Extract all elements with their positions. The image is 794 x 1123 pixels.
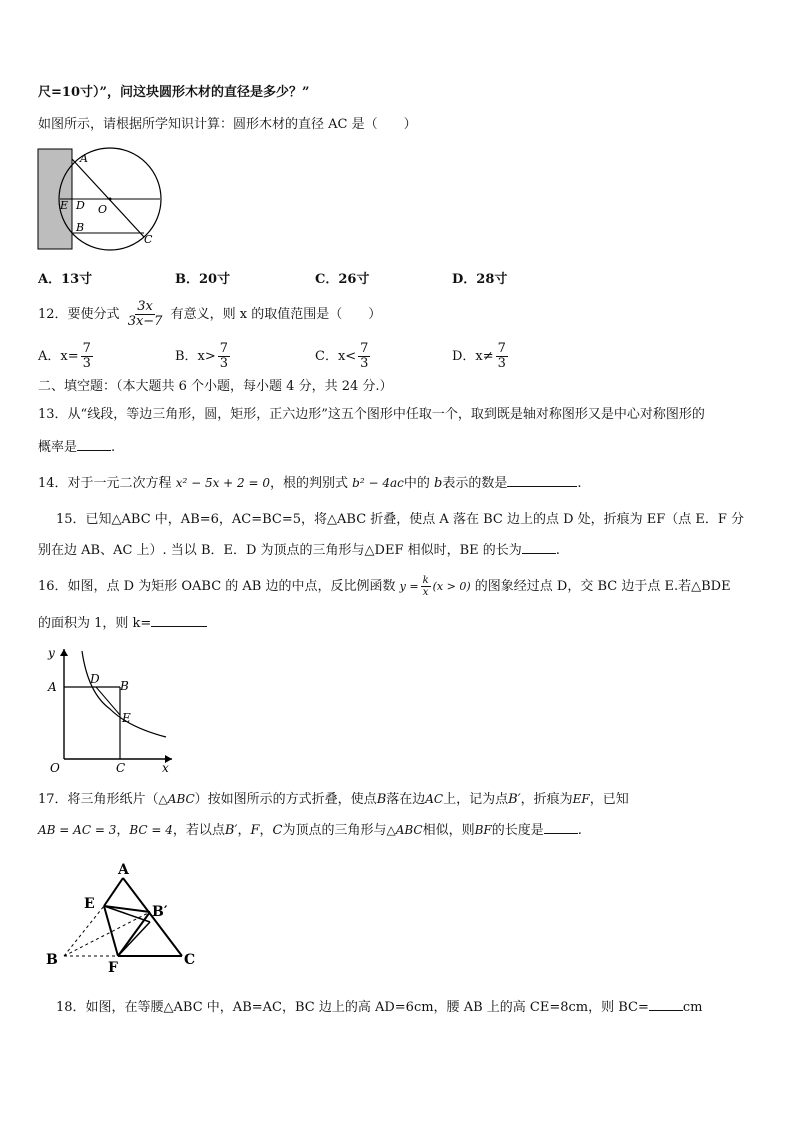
option-b: B．20寸 <box>175 272 231 287</box>
label-A: A <box>48 680 57 694</box>
section-heading: 二、填空题：（本大题共 6 个小题，每小题 4 分，共 24 分.） <box>38 379 393 394</box>
label-E: E <box>60 199 69 212</box>
label-C: C <box>184 952 196 968</box>
text-line: 尺=10寸）”，问这块圆形木材的直径是多少？” <box>38 85 310 100</box>
label-O: O <box>98 203 108 216</box>
label-Bp: B′ <box>152 904 168 920</box>
option-a: A．13寸 <box>38 272 93 287</box>
label-C: C <box>116 761 126 775</box>
folded-triangle-figure <box>42 860 208 976</box>
option-d: D．28寸 <box>452 272 508 287</box>
label-D: D <box>76 199 85 212</box>
question-12: 12．要使分式 $\frac{3x}{3x-7}$ 有意义，则 x 的取值范围是（ ） <box>38 299 382 329</box>
label-A: A <box>80 152 88 165</box>
label-C: C <box>144 233 153 246</box>
label-E: E <box>84 896 95 912</box>
option-c: C．26寸 <box>315 272 370 287</box>
option-12d: D．x≠ $\frac{7}{3}$ <box>452 341 506 371</box>
label-B: B <box>76 221 85 234</box>
label-D: D <box>90 672 100 686</box>
option-12a: A．x= $\frac{7}{3}$ <box>38 341 91 371</box>
question-14: 14．对于一元二次方程 x² − 5x + 2 = 0，根的判别式 b² − 4ac中的 b表示的数是 . <box>38 476 582 491</box>
question-13-line2: 概率是 . <box>38 440 116 455</box>
answer-blank <box>544 821 578 834</box>
answer-blank <box>522 541 556 554</box>
option-12c: C．x< $\frac{7}{3}$ <box>315 341 369 371</box>
label-O: O <box>50 761 60 775</box>
option-12b: B．x> $\frac{7}{3}$ <box>175 341 229 371</box>
question-16-line1: 16．如图，点 D 为矩形 OABC 的 AB 边的中点，反比例函数 y = $\frac{k}{x}$ (x > 0) 的图象经过点 D，交 BC 边于点 E.若△BDE <box>38 575 731 598</box>
label-F: F <box>108 960 118 976</box>
question-17-line2: AB = AC = 3，BC = 4，若以点B′，F，C为顶点的三角形与△ABC相似，则BF的长度是 . <box>38 823 582 838</box>
text-line: 如图所示，请根据所学知识计算：圆形木材的直径 AC 是（ ） <box>38 117 417 132</box>
label-B: B <box>120 679 129 693</box>
question-18: 18．如图，在等腰△ABC 中，AB=AC，BC 边上的高 AD=6cm，腰 AB 上的高 CE=8cm，则 BC= cm <box>56 1000 703 1015</box>
label-A: A <box>118 862 129 878</box>
answer-blank <box>151 614 207 627</box>
label-B: B <box>46 952 58 968</box>
label-y: y <box>48 646 55 660</box>
question-13-line1: 13．从“线段，等边三角形，圆，矩形，正六边形”这五个图形中任取一个，取到既是轴对称图形又是中心对称图形的 <box>38 407 705 422</box>
circle-wood-figure <box>36 145 166 251</box>
answer-blank <box>77 438 111 451</box>
question-16-line2: 的面积为 1，则 k= <box>38 614 207 633</box>
question-17-line1: 17．将三角形纸片（△ABC）按如图所示的方式折叠，使点B落在边AC上，记为点B′，折痕为EF，已知 <box>38 792 629 807</box>
hyperbola-rectangle-figure <box>38 645 178 775</box>
label-E: E <box>122 711 131 725</box>
answer-blank <box>507 474 577 487</box>
answer-blank <box>649 998 683 1011</box>
label-x: x <box>162 761 169 775</box>
question-15-line1: 15．已知△ABC 中，AB=6，AC=BC=5，将△ABC 折叠，使点 A 落在 BC 边上的点 D 处，折痕为 EF（点 E．F 分 <box>56 512 745 527</box>
question-15-line2: 别在边 AB、AC 上）. 当以 B．E．D 为顶点的三角形与△DEF 相似时，BE 的长为 . <box>38 543 560 558</box>
